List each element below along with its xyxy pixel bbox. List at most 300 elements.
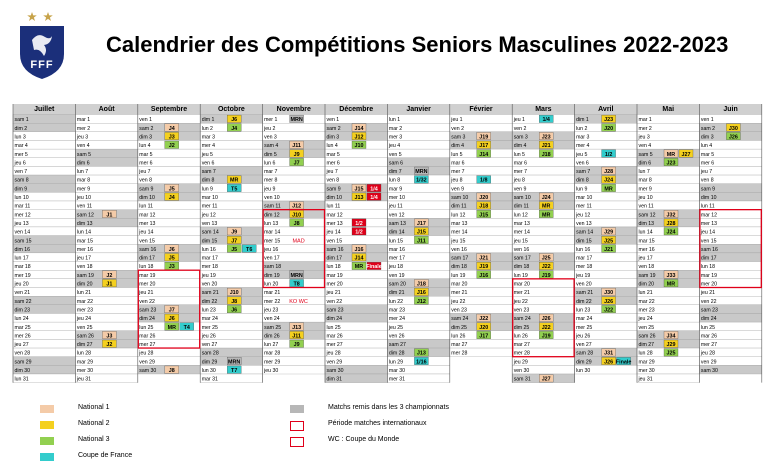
legend-label: National 2: [78, 420, 110, 427]
day-label: dim 9: [14, 186, 28, 193]
day-label: jeu 25: [388, 324, 404, 331]
day-label: lun 5: [513, 151, 525, 158]
day-label: ven 30: [513, 368, 530, 374]
event-label: J10: [354, 143, 364, 150]
month-name: Septembre: [150, 106, 188, 113]
event-label: 1/2: [604, 151, 613, 158]
day-label: ven 25: [76, 324, 93, 331]
day-label: jeu 16: [264, 246, 279, 253]
day-label: mer 16: [638, 246, 655, 253]
event-label: T8: [293, 281, 300, 288]
day-label: mar 4: [14, 143, 28, 150]
day-label: sam 5: [638, 151, 653, 158]
event-label: J8: [231, 298, 238, 305]
day-label: mar 2: [388, 125, 403, 132]
day-label: jeu 21: [139, 290, 154, 297]
day-label: jeu 17: [76, 255, 92, 262]
month-name: Août: [98, 106, 115, 113]
day-label: jeu 27: [14, 342, 29, 349]
day-label: ven 8: [326, 177, 340, 184]
day-label: sam 9: [326, 186, 341, 193]
month-name: Mars: [535, 106, 552, 113]
day-label: sam 18: [264, 264, 282, 271]
day-label: mer 18: [201, 264, 218, 271]
day-label: ven 22: [139, 298, 155, 305]
day-label: mer 1: [264, 117, 278, 124]
event-label: J11: [417, 238, 426, 245]
day-label: mer 27: [139, 342, 156, 349]
day-label: mer 21: [451, 290, 468, 297]
day-label: ven 29: [139, 359, 155, 366]
day-label: lun 29: [388, 359, 404, 366]
day-label: sam 26: [76, 333, 94, 340]
day-label: lun 3: [14, 134, 26, 141]
day-label: ven 11: [76, 203, 93, 210]
day-label: dim 18: [513, 264, 530, 271]
event-label: 1/4: [370, 186, 378, 193]
day-label: mer 6: [700, 160, 715, 167]
day-label: dim 11: [451, 203, 467, 210]
day-label: sam 26: [638, 333, 656, 340]
day-label: mar 18: [14, 264, 31, 271]
event-label: J12: [292, 203, 302, 210]
day-label: ven 20: [576, 281, 592, 288]
event-label: MR: [542, 212, 551, 219]
day-label: sam 19: [76, 272, 94, 279]
month-column: [699, 106, 761, 374]
day-label: jeu 7: [326, 169, 338, 176]
day-label: mer 11: [576, 203, 592, 210]
event-label: J21: [479, 255, 489, 262]
day-label: mar 1: [638, 117, 652, 124]
day-label: jeu 15: [513, 238, 528, 245]
day-label: mer 27: [326, 342, 343, 349]
day-label: mar 27: [513, 342, 530, 349]
day-label: jeu 24: [638, 316, 653, 323]
day-label: mer 23: [76, 307, 94, 314]
day-label: dim 27: [76, 342, 93, 349]
day-label: mar 28: [264, 350, 281, 357]
event-label: J18: [541, 151, 551, 158]
day-label: jeu 19: [576, 272, 591, 279]
month-name: Mai: [662, 106, 675, 113]
day-label: jeu 15: [451, 238, 466, 245]
day-label: sam 24: [451, 316, 469, 323]
day-label: ven 23: [513, 307, 530, 314]
event-label: 1/32: [416, 177, 427, 184]
day-label: dim 1: [201, 117, 215, 124]
event-label: J16: [354, 246, 364, 253]
day-label: mar 15: [638, 238, 655, 245]
day-label: mar 24: [576, 316, 593, 323]
day-label: dim 22: [576, 298, 592, 305]
day-label: mar 6: [451, 160, 465, 167]
day-label: ven 2: [513, 125, 527, 132]
day-label: mer 2: [76, 125, 91, 132]
day-label: sam 7: [576, 169, 591, 176]
event-label: J10: [229, 290, 239, 297]
event-label: J24: [666, 229, 676, 236]
day-label: mer 30: [638, 368, 655, 374]
event-label: J24: [604, 177, 614, 184]
day-label: lun 19: [513, 272, 528, 279]
day-label: sam 31: [513, 376, 531, 383]
day-label: jeu 26: [576, 333, 591, 340]
day-label: ven 15: [700, 238, 717, 245]
day-label: lun 26: [451, 333, 466, 340]
day-label: sam 16: [326, 246, 344, 253]
event-label: J21: [604, 246, 614, 253]
day-label: dim 20: [76, 281, 93, 288]
day-label: lun 17: [14, 255, 29, 262]
day-label: jeu 12: [576, 212, 591, 219]
day-label: jeu 21: [326, 290, 341, 297]
event-label: MR: [604, 186, 613, 193]
day-label: lun 16: [201, 246, 216, 253]
event-label: J12: [354, 134, 364, 141]
event-label: MRN: [415, 169, 428, 176]
event-label: 1/2: [355, 220, 363, 227]
day-label: lun 11: [700, 203, 715, 210]
day-label: jeu 19: [201, 272, 216, 279]
day-label: lun 13: [264, 220, 279, 227]
day-label: dim 18: [451, 264, 467, 271]
day-label: jeu 4: [388, 143, 401, 150]
day-label: sam 23: [326, 307, 344, 314]
event-label: J6: [168, 316, 175, 323]
day-label: lun 18: [700, 264, 716, 271]
event-label: J8: [293, 220, 300, 227]
day-label: mer 13: [326, 220, 343, 227]
event-label: J33: [666, 272, 676, 279]
day-label: dim 12: [264, 212, 280, 219]
event-label: J34: [666, 333, 676, 340]
event-label: J28: [604, 169, 614, 176]
day-label: mer 20: [139, 281, 156, 288]
event-label: J22: [479, 316, 489, 323]
event-label: J25: [604, 238, 614, 245]
day-label: lun 18: [139, 264, 154, 271]
event-label: MR: [167, 324, 176, 331]
day-label: sam 2: [700, 125, 716, 132]
day-label: mer 9: [76, 186, 91, 193]
day-label: dim 8: [201, 177, 215, 184]
day-label: lun 7: [638, 169, 650, 176]
month-column: [512, 106, 574, 383]
day-label: dim 21: [388, 290, 405, 297]
day-label: sam 16: [700, 246, 718, 253]
event-label: J2: [106, 342, 113, 349]
event-label: J30: [604, 290, 614, 297]
legend-swatch: [40, 453, 54, 461]
event-label: J9: [293, 342, 300, 349]
day-label: dim 19: [264, 272, 280, 279]
event-label: J19: [479, 264, 489, 271]
event-label: J1: [106, 281, 113, 288]
event-label: J18: [416, 281, 426, 288]
day-label: mar 16: [388, 246, 406, 253]
day-label: jeu 17: [638, 255, 653, 262]
day-label: sam 30: [326, 368, 344, 374]
day-label: mar 30: [388, 368, 406, 374]
day-label: jeu 21: [700, 290, 716, 297]
day-label: dim 22: [201, 298, 218, 305]
event-label: MRN: [290, 272, 303, 279]
day-label: ven 20: [201, 281, 218, 288]
day-label: ven 1: [139, 117, 153, 124]
event-label: Finale: [366, 264, 382, 271]
day-label: dim 17: [326, 255, 343, 262]
day-label: mar 20: [451, 281, 468, 288]
day-label: dim 3: [139, 134, 152, 141]
event-label: MRN: [228, 359, 241, 366]
day-label: sam 17: [513, 255, 531, 262]
day-label: dim 1: [576, 117, 589, 124]
day-label: dim 16: [14, 246, 31, 253]
day-label: ven 16: [513, 246, 530, 253]
day-label: mer 28: [513, 350, 530, 357]
day-label: jeu 31: [638, 376, 653, 383]
day-label: lun 31: [14, 376, 29, 383]
day-label: mer 3: [388, 134, 403, 141]
day-label: lun 20: [264, 281, 279, 288]
legend-swatch: [40, 437, 54, 445]
event-label: J20: [604, 125, 614, 132]
day-label: dim 29: [576, 359, 592, 366]
event-label: J12: [416, 298, 426, 305]
event-label: J30: [728, 125, 738, 132]
day-label: jeu 12: [201, 212, 216, 219]
day-label: jeu 1: [451, 117, 463, 124]
event-label: J19: [541, 272, 551, 279]
month-column: [575, 106, 637, 374]
day-label: mar 10: [201, 195, 218, 201]
day-label: ven 17: [264, 255, 280, 262]
day-label: dim 3: [326, 134, 340, 141]
page-title: Calendrier des Compétitions Seniors Masculines 2022-2023: [106, 32, 729, 57]
day-label: ven 24: [264, 316, 280, 323]
day-label: jeu 8: [451, 177, 463, 184]
day-label: jeu 26: [201, 333, 216, 340]
day-label: mer 24: [388, 316, 406, 323]
day-label: ven 6: [576, 160, 589, 167]
day-label: sam 23: [700, 307, 718, 314]
event-label: 1/16: [416, 359, 427, 366]
day-label: sam 4: [264, 143, 279, 150]
day-label: ven 4: [76, 143, 90, 150]
day-label: ven 9: [451, 186, 465, 193]
month-column: [387, 106, 449, 383]
day-label: sam 25: [264, 324, 282, 331]
day-label: mar 12: [700, 212, 718, 219]
day-label: ven 4: [638, 143, 652, 150]
day-label: sam 24: [513, 316, 531, 323]
day-label: dim 17: [139, 255, 155, 262]
day-label: ven 18: [76, 264, 93, 271]
day-label: dim 8: [576, 177, 589, 184]
day-label: dim 10: [700, 195, 717, 201]
day-label: sam 10: [451, 195, 469, 201]
day-label: sam 3: [451, 134, 466, 141]
day-label: jeu 10: [638, 195, 653, 201]
event-label: J13: [354, 195, 364, 201]
event-label: J3: [168, 134, 175, 141]
day-label: ven 26: [388, 333, 405, 340]
day-label: ven 13: [201, 220, 218, 227]
event-label: J6: [231, 307, 238, 314]
month-name: Juillet: [34, 106, 55, 113]
day-label: mar 17: [576, 255, 593, 262]
day-label: dim 10: [139, 195, 155, 201]
day-label: mar 8: [638, 177, 652, 184]
event-label: J10: [292, 212, 302, 219]
day-label: mar 13: [451, 220, 468, 227]
day-label: mar 5: [139, 151, 153, 158]
day-label: ven 5: [388, 151, 402, 158]
day-label: lun 28: [638, 350, 653, 357]
event-label: J23: [604, 117, 614, 124]
event-label: T7: [231, 368, 238, 374]
event-label: J20: [479, 195, 489, 201]
day-label: ven 2: [451, 125, 465, 132]
event-label: J16: [416, 290, 426, 297]
event-label: J1: [106, 212, 113, 219]
event-label: J14: [354, 125, 364, 132]
day-label: mer 21: [513, 290, 530, 297]
day-label: mar 25: [14, 324, 31, 331]
day-label: mer 19: [14, 272, 31, 279]
day-label: lun 9: [576, 186, 588, 193]
day-label: mar 26: [700, 333, 718, 340]
event-label: 1/4: [542, 117, 550, 124]
month-column: [75, 106, 137, 383]
day-label: jeu 3: [76, 134, 89, 141]
day-label: dim 20: [638, 281, 655, 288]
day-label: sam 30: [700, 368, 718, 374]
day-label: mar 11: [14, 203, 31, 210]
day-label: mar 8: [76, 177, 91, 184]
day-label: ven 1: [326, 117, 340, 124]
month-name: Avril: [598, 106, 614, 113]
event-label: T4: [183, 324, 190, 331]
day-label: jeu 13: [14, 220, 29, 227]
logo-letters: FFF: [30, 59, 54, 71]
day-label: sam 6: [388, 160, 404, 167]
day-label: mer 28: [451, 350, 468, 357]
event-label: T5: [231, 186, 238, 193]
day-label: sam 8: [14, 177, 29, 184]
day-label: ven 21: [14, 290, 31, 297]
day-label: jeu 14: [326, 229, 341, 236]
day-label: lun 30: [201, 368, 216, 374]
event-label: J17: [479, 143, 489, 150]
legend-label: Matchs remis dans les 3 championnats: [328, 404, 449, 411]
event-label: 1/4: [370, 195, 378, 201]
event-label: J4: [231, 125, 238, 132]
day-label: jeu 14: [139, 229, 154, 236]
event-label: J4: [168, 195, 175, 201]
day-label: sam 21: [576, 290, 594, 297]
event-label: MR: [666, 281, 676, 288]
day-label: sam 28: [201, 350, 219, 357]
event-label: J22: [541, 324, 551, 331]
wc-annotation-ko: KO WC: [289, 298, 308, 305]
day-label: lun 16: [576, 246, 591, 253]
day-label: lun 25: [700, 324, 716, 331]
day-label: mar 14: [264, 229, 281, 236]
day-label: dim 11: [513, 203, 529, 210]
day-label: mer 5: [14, 151, 28, 158]
day-label: sam 22: [14, 298, 32, 305]
day-label: lun 25: [139, 324, 154, 331]
day-label: mar 21: [264, 290, 281, 297]
day-label: dim 15: [576, 238, 592, 245]
day-label: ven 22: [326, 298, 343, 305]
day-label: dim 7: [388, 169, 402, 176]
day-label: sam 9: [700, 186, 716, 193]
day-label: mer 6: [139, 160, 153, 167]
day-label: jeu 28: [326, 350, 341, 357]
day-label: ven 9: [513, 186, 527, 193]
day-label: mar 13: [513, 220, 530, 227]
day-label: lun 21: [638, 290, 653, 297]
day-label: jeu 3: [638, 134, 650, 141]
day-label: ven 28: [14, 350, 31, 357]
event-label: J2: [168, 143, 175, 150]
event-label: J18: [479, 203, 489, 210]
day-label: mer 22: [264, 298, 281, 305]
day-label: ven 14: [14, 229, 31, 236]
day-label: mar 12: [139, 212, 156, 219]
day-label: jeu 20: [14, 281, 29, 288]
day-label: mer 23: [638, 307, 655, 314]
day-label: ven 8: [139, 177, 153, 184]
day-label: ven 3: [264, 134, 277, 141]
day-label: sam 28: [576, 350, 594, 357]
day-label: sam 1: [14, 117, 29, 124]
event-label: J19: [541, 333, 551, 340]
day-label: mer 17: [388, 255, 406, 262]
event-label: J28: [666, 220, 676, 227]
event-label: J11: [292, 143, 301, 150]
day-label: jeu 6: [14, 160, 26, 167]
month-column: [200, 106, 262, 383]
event-label: J25: [666, 350, 676, 357]
day-label: mar 20: [513, 281, 530, 288]
day-label: mar 29: [638, 359, 655, 366]
day-label: sam 5: [76, 151, 92, 158]
day-label: mar 10: [576, 195, 593, 201]
day-label: mar 26: [326, 333, 343, 340]
day-label: sam 21: [201, 290, 219, 297]
event-label: J17: [479, 333, 489, 340]
day-label: dim 17: [700, 255, 717, 262]
day-label: mer 25: [576, 324, 593, 331]
day-label: dim 2: [14, 125, 28, 132]
event-label: J25: [541, 255, 551, 262]
month-name: Janvier: [406, 106, 431, 113]
day-label: mer 7: [513, 169, 527, 176]
event-label: J5: [231, 246, 238, 253]
legend-label: Période matches internationaux: [328, 420, 427, 427]
day-label: jeu 18: [388, 264, 404, 271]
day-label: ven 1: [700, 117, 714, 124]
day-label: lun 19: [451, 272, 466, 279]
day-label: mar 3: [201, 134, 215, 141]
event-label: MR: [354, 264, 364, 271]
day-label: mer 7: [451, 169, 465, 176]
day-label: jeu 28: [700, 350, 716, 357]
